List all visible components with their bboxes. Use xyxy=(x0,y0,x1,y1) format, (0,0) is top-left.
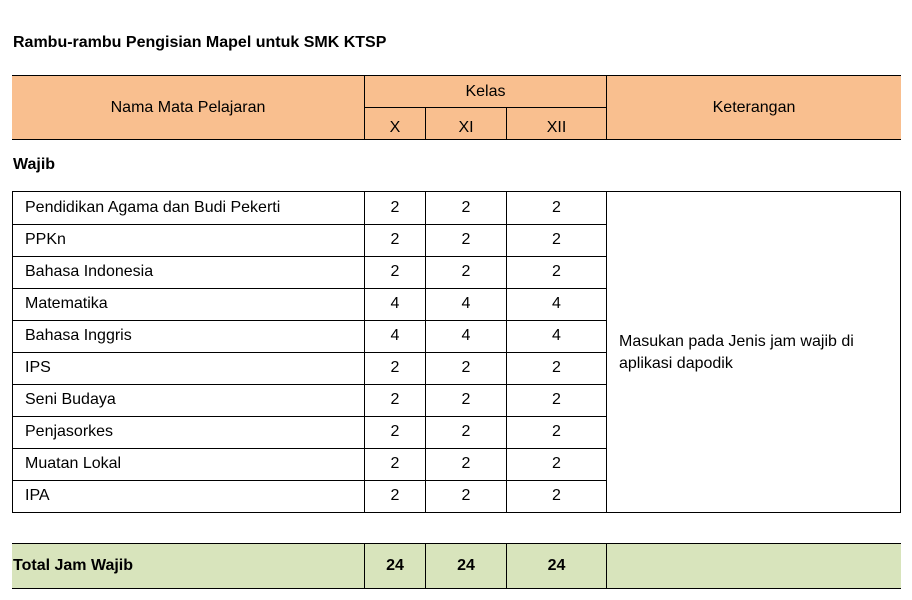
body-bottom-border xyxy=(12,512,901,513)
total-xi: 24 xyxy=(457,557,475,574)
hours-class-xii: 2 xyxy=(552,391,561,408)
hours-class-xi: 2 xyxy=(461,199,471,216)
hours-class-xii: 2 xyxy=(552,423,561,440)
hours-class-xii: 2 xyxy=(552,487,561,504)
header-class-x: X xyxy=(389,118,401,136)
hours-class-xii: 2 xyxy=(552,359,561,376)
section-label: Wajib xyxy=(13,156,56,173)
hours-class-x: 4 xyxy=(390,295,400,312)
subject-name: Matematika xyxy=(25,295,108,312)
subject-name: IPS xyxy=(25,359,51,376)
header-class-xii: XII xyxy=(546,118,567,136)
subject-name: PPKn xyxy=(25,231,66,248)
subject-name: Penjasorkes xyxy=(25,423,114,440)
subject-name: IPA xyxy=(25,487,50,504)
header-kelas: Kelas xyxy=(465,82,506,100)
hours-class-xi: 2 xyxy=(461,487,471,504)
hours-class-xi: 2 xyxy=(461,423,471,440)
keterangan-note: Masukan pada Jenis jam wajib di aplikasi dapodik xyxy=(619,333,854,372)
subject-name: Seni Budaya xyxy=(25,391,116,408)
total-bottom-border xyxy=(12,588,901,589)
hours-class-x: 2 xyxy=(390,391,400,408)
page-title: Rambu-rambu Pengisian Mapel untuk SMK KTSP xyxy=(13,34,387,51)
hours-class-x: 2 xyxy=(390,455,400,472)
subject-name: Pendidikan Agama dan Budi Pekerti xyxy=(25,199,281,216)
header-keterangan: Keterangan xyxy=(712,98,796,116)
body-col-divider xyxy=(900,191,901,512)
subject-name: Bahasa Inggris xyxy=(25,327,132,344)
hours-class-x: 2 xyxy=(390,423,400,440)
header-subject: Nama Mata Pelajaran xyxy=(110,98,266,116)
total-col-divider xyxy=(606,543,607,589)
hours-class-x: 2 xyxy=(390,199,400,216)
hours-class-xi: 4 xyxy=(461,327,471,344)
hours-class-x: 2 xyxy=(390,231,400,248)
header-class-xi: XI xyxy=(458,118,474,136)
hours-class-xi: 4 xyxy=(461,295,471,312)
hours-class-xi: 2 xyxy=(461,391,471,408)
hours-class-xi: 2 xyxy=(461,455,471,472)
hours-class-xii: 2 xyxy=(552,263,561,280)
hours-class-xii: 4 xyxy=(552,327,561,344)
hours-class-x: 2 xyxy=(390,263,400,280)
total-xii: 24 xyxy=(547,557,566,574)
subject-name: Bahasa Indonesia xyxy=(25,263,154,280)
hours-class-xi: 2 xyxy=(461,263,471,280)
hours-class-xii: 2 xyxy=(552,199,561,216)
hours-class-xi: 2 xyxy=(461,359,471,376)
header-bottom-border xyxy=(12,139,901,140)
hours-class-xi: 2 xyxy=(461,231,471,248)
hours-class-xii: 2 xyxy=(552,455,561,472)
total-x: 24 xyxy=(386,557,404,574)
hours-class-x: 2 xyxy=(390,359,400,376)
hours-class-xii: 2 xyxy=(552,231,561,248)
subject-name: Muatan Lokal xyxy=(25,455,122,472)
hours-class-x: 2 xyxy=(390,487,400,504)
hours-class-x: 4 xyxy=(390,327,400,344)
hours-class-xii: 4 xyxy=(552,295,561,312)
total-label: Total Jam Wajib xyxy=(13,557,134,574)
